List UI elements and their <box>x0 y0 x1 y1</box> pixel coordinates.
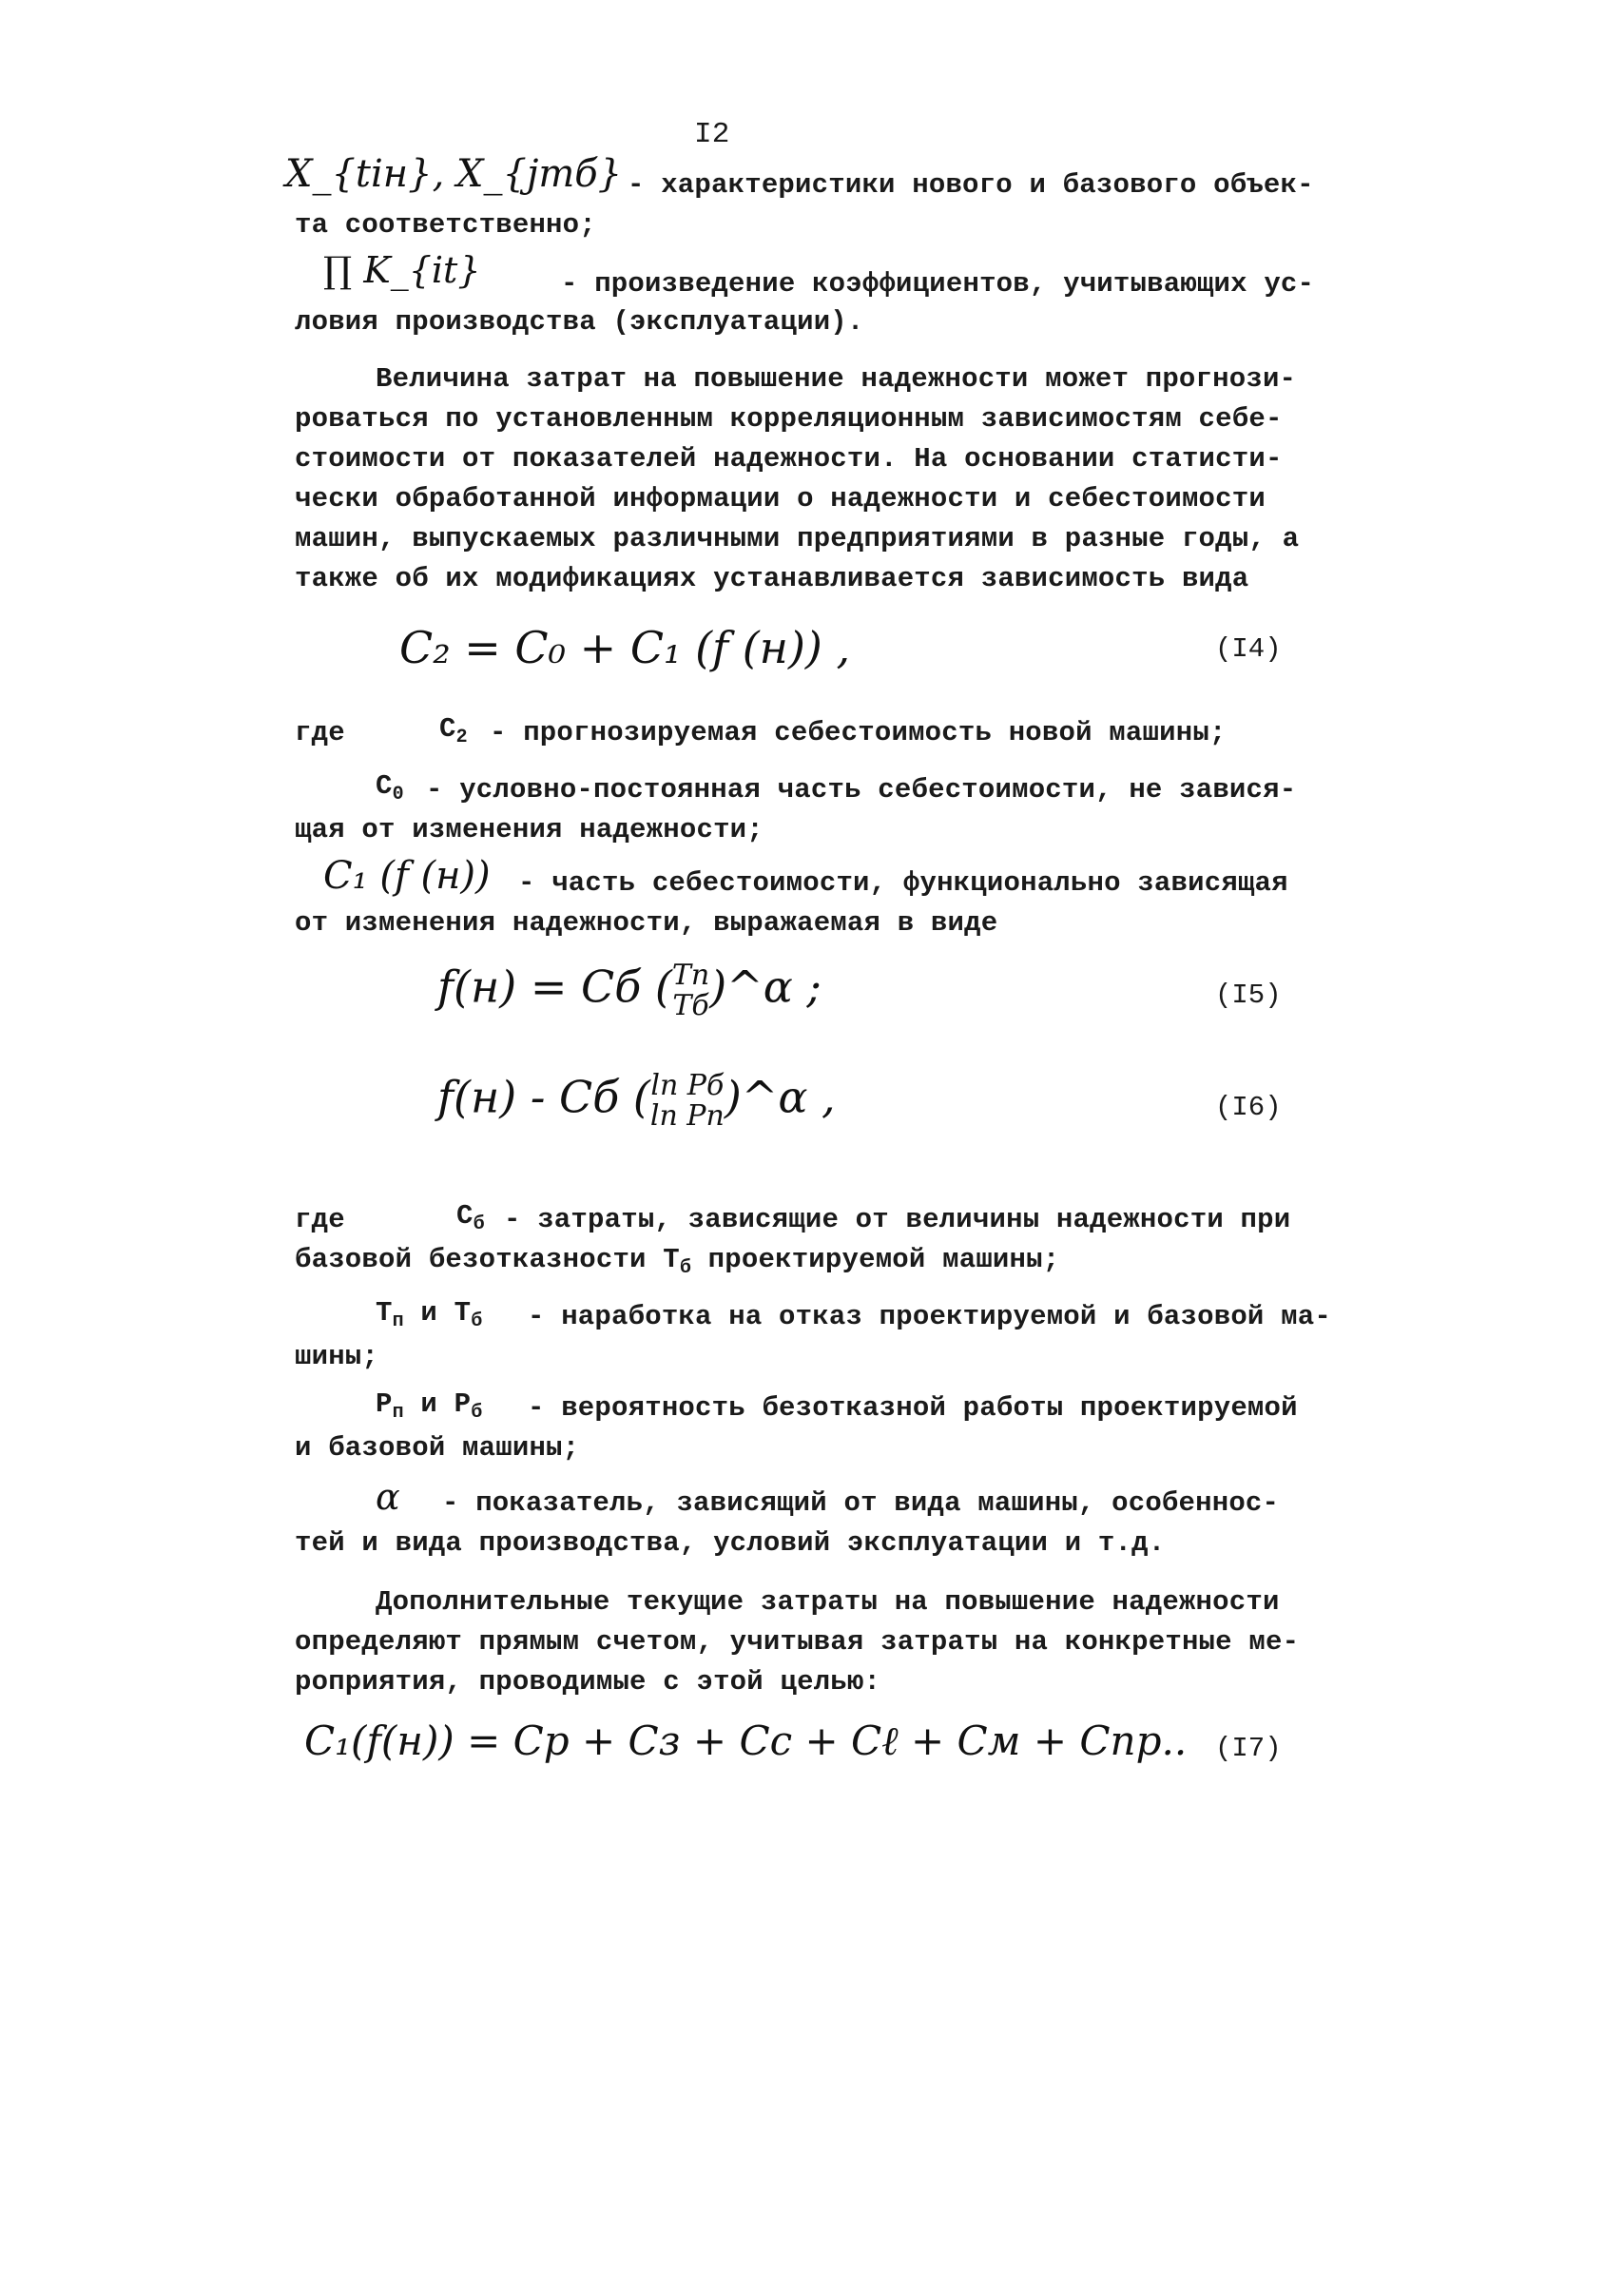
symbol-c0: $C_0$ <box>376 770 404 806</box>
def-c0-line1: - условно-постоянная часть себестоимости, не завися- <box>426 774 1297 806</box>
symbol-tp-tb: $T_п$ и $T_б$ <box>376 1297 483 1332</box>
equation-number-17: (I7) <box>1215 1733 1282 1764</box>
para2-line1: Дополнительные текущие затраты на повышение надежности <box>376 1586 1280 1618</box>
def-p-line2: и базовой машины; <box>295 1432 580 1464</box>
para1-line6: также об их модификациях устанавливается зависимость вида <box>295 563 1249 594</box>
equation-number-14: (I4) <box>1215 633 1282 665</box>
symbol-pp-pb: $P_п$ и $P_б$ <box>376 1388 483 1424</box>
symbol-product-kit: ∏ K_{it} <box>323 249 481 291</box>
symbol-cb: $C_б$ <box>456 1200 485 1235</box>
para1-line3: стоимости от показателей надежности. На основании статисти- <box>295 443 1283 475</box>
where-label-2: где <box>295 1204 345 1235</box>
def-cb-line1: - затраты, зависящие от величины надежности при <box>504 1204 1291 1235</box>
para1-line4: чески обработанной информации о надежности и себестоимости <box>295 483 1266 514</box>
def-c1-line2: от изменения надежности, выражаемая в виде <box>295 907 998 939</box>
def-t-line2: шины; <box>295 1341 379 1372</box>
def-x-line2: та соответственно; <box>295 209 596 241</box>
equation-number-15: (I5) <box>1215 980 1282 1011</box>
para2-line2: определяют прямым счетом, учитывая затраты на конкретные ме- <box>295 1626 1300 1658</box>
symbol-c2: $C_2$ <box>439 713 468 748</box>
equation-number-16: (I6) <box>1215 1092 1282 1123</box>
def-prod-line1: - произведение коэффициентов, учитывающих ус- <box>561 268 1315 300</box>
def-p-line1: - вероятность безотказной работы проектируемой <box>528 1392 1298 1424</box>
def-prod-line2: ловия производства (эксплуатации). <box>295 306 864 338</box>
symbol-alpha: α <box>376 1476 400 1518</box>
para2-line3: роприятия, проводимые с этой целью: <box>295 1666 881 1698</box>
equation-15: f(н) = Cб ( Tп Tб )^α ; <box>437 959 822 1022</box>
def-c2: - прогнозируемая себестоимость новой машины; <box>490 717 1227 748</box>
equation-14: C₂ = C₀ + C₁ (f (н)) , <box>399 622 851 673</box>
def-c0-line2: щая от изменения надежности; <box>295 814 764 845</box>
def-x-line1: - характеристики нового и базового объек- <box>628 169 1314 201</box>
para1-line2: роваться по установленным корреляционным зависимостям себе- <box>295 403 1283 435</box>
def-alpha-line1: - показатель, зависящий от вида машины, особеннос- <box>442 1487 1280 1519</box>
def-cb-line2: базовой безотказности $T_б$ проектируемой машины; <box>295 1244 1060 1279</box>
equation-16: f(н) - Cб ( ln Pб ln Pп )^α , <box>437 1069 836 1133</box>
def-c1-line1: - часть себестоимости, функционально зависящая <box>518 867 1288 899</box>
def-alpha-line2: тей и вида производства, условий эксплуатации и т.д. <box>295 1527 1166 1559</box>
symbol-x-tin-xjmb: X_{tiн}, X_{jmб} <box>285 152 623 196</box>
symbol-c1-fn: C₁ (f (н)) <box>323 854 491 898</box>
equation-17: C₁(f(н)) = Cр + Cз + Cс + Cℓ + Cм + Cпр.. <box>304 1718 1188 1764</box>
eq16-fraction: ln Pб ln Pп <box>649 1069 725 1133</box>
where-label-1: где <box>295 717 345 748</box>
def-t-line1: - наработка на отказ проектируемой и базовой ма- <box>528 1301 1331 1332</box>
eq15-fraction: Tп Tб <box>671 959 710 1022</box>
para1-line1: Величина затрат на повышение надежности может прогнози- <box>376 363 1297 395</box>
para1-line5: машин, выпускаемых различными предприятиями в разные годы, а <box>295 523 1300 554</box>
page-number: I2 <box>694 118 730 151</box>
